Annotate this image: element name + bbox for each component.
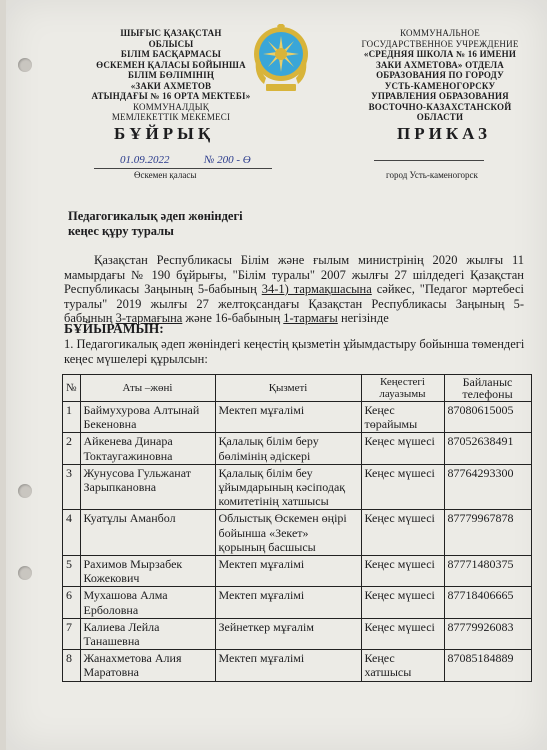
cell-job: Облыстық Өскемен өңірі бойынша «Зекет» қорының басшысы bbox=[215, 510, 361, 556]
table-row bbox=[63, 587, 532, 618]
table-row bbox=[63, 510, 532, 556]
cell-number: 2 bbox=[63, 433, 81, 464]
cell-role: Кеңес төрайымы bbox=[361, 402, 444, 433]
cell-number: 7 bbox=[63, 618, 81, 649]
state-emblem-icon bbox=[252, 24, 310, 96]
cell-role: Кеңес мүшесі bbox=[361, 618, 444, 649]
cell-role: Кеңес хатшысы bbox=[361, 650, 444, 681]
cell-name: Айкенева Динара Токтаугажиновна bbox=[80, 433, 215, 464]
header-line: «ЗАКИ АХМЕТОВ bbox=[130, 80, 212, 91]
cell-job: Қалалық білім беу ұйымдарының кәсіподақ комитетінің хатшысы bbox=[215, 464, 361, 510]
cell-role: Кеңес мүшесі bbox=[361, 464, 444, 510]
cell-role: Кеңес мүшесі bbox=[361, 587, 444, 618]
table-row bbox=[63, 402, 532, 433]
cell-phone: 87080615005 bbox=[444, 402, 531, 433]
cell-name: Мухашова Алма Ерболовна bbox=[80, 587, 215, 618]
council-members-table bbox=[62, 374, 532, 682]
legal-reference: 1-тармағы bbox=[283, 311, 338, 325]
cell-name: Жанахметова Алия Маратовна bbox=[80, 650, 215, 681]
legal-reference: 3-тармағына bbox=[115, 311, 183, 325]
table-row bbox=[63, 650, 532, 681]
header-line: ШЫҒЫС ҚАЗАҚСТАН bbox=[120, 28, 222, 38]
preamble-text: негізінде bbox=[337, 311, 389, 325]
col-header: Байланыс телефоны bbox=[444, 375, 531, 402]
date-number-field bbox=[94, 154, 272, 169]
cell-phone: 87085184889 bbox=[444, 650, 531, 681]
document-page bbox=[6, 0, 547, 750]
cell-name: Куатұлы Аманбол bbox=[80, 510, 215, 556]
handwritten-date: 01.09.2022 bbox=[120, 154, 170, 166]
table-row bbox=[63, 556, 532, 587]
doc-type-kazakh: БҰЙРЫҚ bbox=[114, 124, 215, 143]
city-russian: город Усть-каменогорск bbox=[386, 170, 478, 180]
cell-number: 4 bbox=[63, 510, 81, 556]
punch-hole bbox=[18, 484, 32, 498]
punch-hole bbox=[18, 566, 32, 580]
header-line: ӨСКЕМЕН ҚАЛАСЫ БОЙЫНША bbox=[96, 59, 246, 70]
legal-reference: 34-1) тармақшасына bbox=[261, 282, 372, 296]
cell-phone: 87779926083 bbox=[444, 618, 531, 649]
subject-line: Педагогикалық әдеп жөніндегі bbox=[68, 209, 243, 223]
header-line: БІЛІМ БӨЛІМІНІҢ bbox=[127, 70, 215, 80]
punch-hole bbox=[18, 58, 32, 72]
header-line: ЗАКИ АХМЕТОВА» ОТДЕЛА bbox=[375, 59, 504, 70]
header-line: ОБРАЗОВАНИЯ ПО ГОРОДУ bbox=[376, 70, 504, 80]
preamble-text: және 16-бабының bbox=[182, 311, 284, 325]
cell-job: Зейнеткер мұғалім bbox=[215, 618, 361, 649]
preamble-paragraph bbox=[64, 253, 524, 326]
cell-phone: 87764293300 bbox=[444, 464, 531, 510]
city-kazakh: Өскемен қаласы bbox=[134, 170, 197, 180]
cell-name: Баймухурова Алтынай Бекеновна bbox=[80, 402, 215, 433]
header-line: ОБЛЫСЫ bbox=[148, 38, 194, 49]
cell-number: 8 bbox=[63, 650, 81, 681]
table-header-row bbox=[63, 375, 532, 402]
cell-name: Жунусова Гульжанат Зарыпкановна bbox=[80, 464, 215, 510]
cell-number: 1 bbox=[63, 402, 81, 433]
header-line: УСТЬ-КАМЕНОГОРСКУ bbox=[384, 80, 496, 91]
cell-role: Кеңес мүшесі bbox=[361, 510, 444, 556]
subject-line: кеңес құру туралы bbox=[68, 224, 174, 238]
order-subject bbox=[68, 209, 243, 239]
cell-role: Кеңес мүшесі bbox=[361, 556, 444, 587]
header-line: ОБЛАСТИ bbox=[416, 112, 464, 122]
cell-job: Мектеп мұғалімі bbox=[215, 402, 361, 433]
cell-job: Мектеп мұғалімі bbox=[215, 650, 361, 681]
header-line: ГОСУДАРСТВЕННОЕ УЧРЕЖДЕНИЕ bbox=[361, 38, 519, 49]
cell-job: Қалалық білім беру бөлімінің әдіскері bbox=[215, 433, 361, 464]
header-line: КОММУНАЛДЫҚ bbox=[133, 101, 209, 112]
cell-number: 6 bbox=[63, 587, 81, 618]
preamble-text: Қазақстан Республикасы Білім және ғылым министрінің 2020 жылғы 11 мамырдағы № 190 бұйрығы, "Білім туралы" 2007 жылғы 27 шілдедегі Қазақстан Республикасы Заңының 5-бабының bbox=[64, 253, 524, 296]
header-line: МЕМЛЕКЕТТІК МЕКЕМЕСІ bbox=[111, 112, 231, 122]
col-header: Аты –жөні bbox=[80, 375, 215, 402]
header-line: «СРЕДНЯЯ ШКОЛА № 16 ИМЕНИ bbox=[363, 49, 517, 59]
cell-phone: 87052638491 bbox=[444, 433, 531, 464]
table-row bbox=[63, 433, 532, 464]
cell-job: Мектеп мұғалімі bbox=[215, 587, 361, 618]
doc-type-russian: ПРИКАЗ bbox=[397, 124, 491, 143]
header-russian bbox=[354, 28, 526, 123]
cell-number: 3 bbox=[63, 464, 81, 510]
col-header: Кеңестегі лауазымы bbox=[361, 375, 444, 402]
header-line: АТЫНДАҒЫ № 16 ОРТА МЕКТЕБІ» bbox=[91, 91, 251, 101]
header-line: ВОСТОЧНО-КАЗАХСТАНСКОЙ bbox=[368, 101, 512, 112]
cell-number: 5 bbox=[63, 556, 81, 587]
header-line: УПРАВЛЕНИЯ ОБРАЗОВАНИЯ bbox=[371, 91, 509, 101]
cell-phone: 87779967878 bbox=[444, 510, 531, 556]
header-kazakh bbox=[86, 28, 256, 123]
col-header: Қызметі bbox=[215, 375, 361, 402]
cell-name: Рахимов Мырзабек Кожекович bbox=[80, 556, 215, 587]
signature-line bbox=[374, 160, 484, 161]
cell-role: Кеңес мүшесі bbox=[361, 433, 444, 464]
table-row bbox=[63, 464, 532, 510]
order-item-1: 1. Педагогикалық әдеп жөніндегі кеңестің қызметін ұйымдастыру бойынша төмендегі кеңес мүшелері құрылсын: bbox=[64, 337, 525, 366]
cell-name: Калиева Лейла Танашевна bbox=[80, 618, 215, 649]
col-header: № bbox=[63, 375, 81, 402]
handwritten-number: № 200 - Ө bbox=[204, 154, 251, 166]
cell-phone: 87771480375 bbox=[444, 556, 531, 587]
cell-phone: 87718406665 bbox=[444, 587, 531, 618]
order-heading: БҰЙЫРАМЫН: bbox=[64, 321, 164, 336]
cell-job: Мектеп мұғалімі bbox=[215, 556, 361, 587]
header-line: КОММУНАЛЬНОЕ bbox=[400, 28, 480, 38]
preamble-text: сәйкес, "Педагог мәртебесі туралы" 2019 жылғы 27 желтоқсандағы Қазақстан Республикасы Заңының 5-бабының bbox=[64, 282, 524, 325]
header-line: БІЛІМ БАСҚАРМАСЫ bbox=[120, 49, 222, 59]
table-row bbox=[63, 618, 532, 649]
